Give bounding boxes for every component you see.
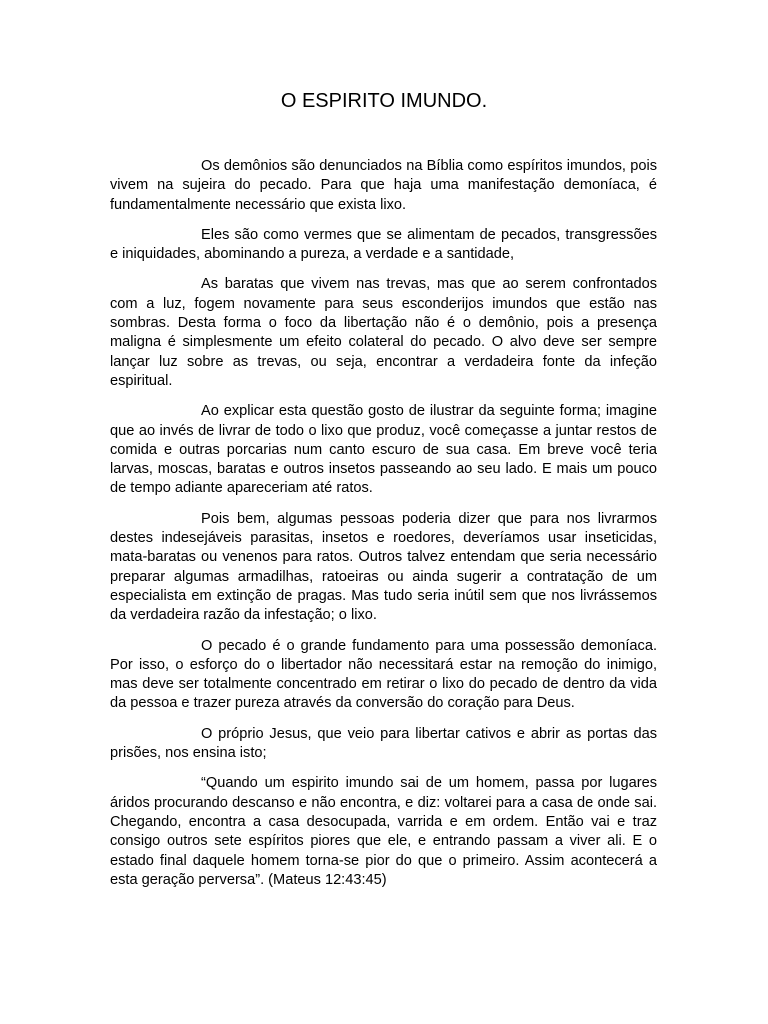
paragraph: Ao explicar esta questão gosto de ilustrar da seguinte forma; imagine que ao invés de livrar de todo o lixo que produz, você começasse a juntar restos de comida e outras porcarias num canto escuro de sua casa. Em breve você teria larvas, moscas, baratas e outros insetos passeando ao seu lado. E mais um pouco de tempo adiante apareceriam até ratos. (110, 403, 657, 497)
paragraph: As baratas que vivem nas trevas, mas que ao serem confrontados com a luz, fogem novamente para seus esconderijos imundos que estão nas sombras. Desta forma o foco da libertação não é o demônio, pois a presença maligna é simplesmente um efeito colateral do pecado. O alvo deve ser sempre lançar luz sobre as trevas, ou seja, encontrar a verdadeira fonte da infeção espiritual. (110, 276, 657, 389)
paragraph: Os demônios são denunciados na Bíblia como espíritos imundos, pois vivem na sujeira do pecado. Para que haja uma manifestação demoníaca, é fundamentalmente necessário que exista lixo. (110, 158, 657, 213)
document-body (110, 157, 657, 901)
paragraph: O pecado é o grande fundamento para uma possessão demoníaca. Por isso, o esforço do o libertador não necessitará estar na remoção do inimigo, mas deve ser totalmente concentrado em retirar o lixo do pecado de dentro da vida da pessoa e trazer pureza através da conversão do coração para Deus. (110, 637, 657, 712)
paragraph: O próprio Jesus, que veio para libertar cativos e abrir as portas das prisões, nos ensina isto; (110, 725, 657, 762)
quote-paragraph: “Quando um espirito imundo sai de um homem, passa por lugares áridos procurando descanso e não encontra, e diz: voltarei para a casa de onde sai. Chegando, encontra a casa desocupada, varrida e em ordem. Então vai e traz consigo outros sete espíritos piores que ele, e entrando passam a viver ali. E o estado final daquele homem torna-se pior do que o primeiro. Assim acontecerá a esta geração perversa”. (Mateus 12:43:45) (110, 775, 657, 888)
paragraph: Eles são como vermes que se alimentam de pecados, transgressões e iniquidades, abominando a pureza, a verdade e a santidade, (110, 226, 657, 263)
paragraph: Pois bem, algumas pessoas poderia dizer que para nos livrarmos destes indesejáveis parasitas, insetos e roedores, deveríamos usar inseticidas, mata-baratas ou venenos para ratos. Outros talvez entendam que seria necessário preparar algumas armadilhas, ratoeiras ou ainda sugerir a contratação de um especialista em extinção de pragas. Mas tudo seria inútil sem que nos livrássemos da verdadeira razão da infestação; o lixo. (110, 510, 657, 624)
document-title: O ESPIRITO IMUNDO. (280, 90, 488, 112)
